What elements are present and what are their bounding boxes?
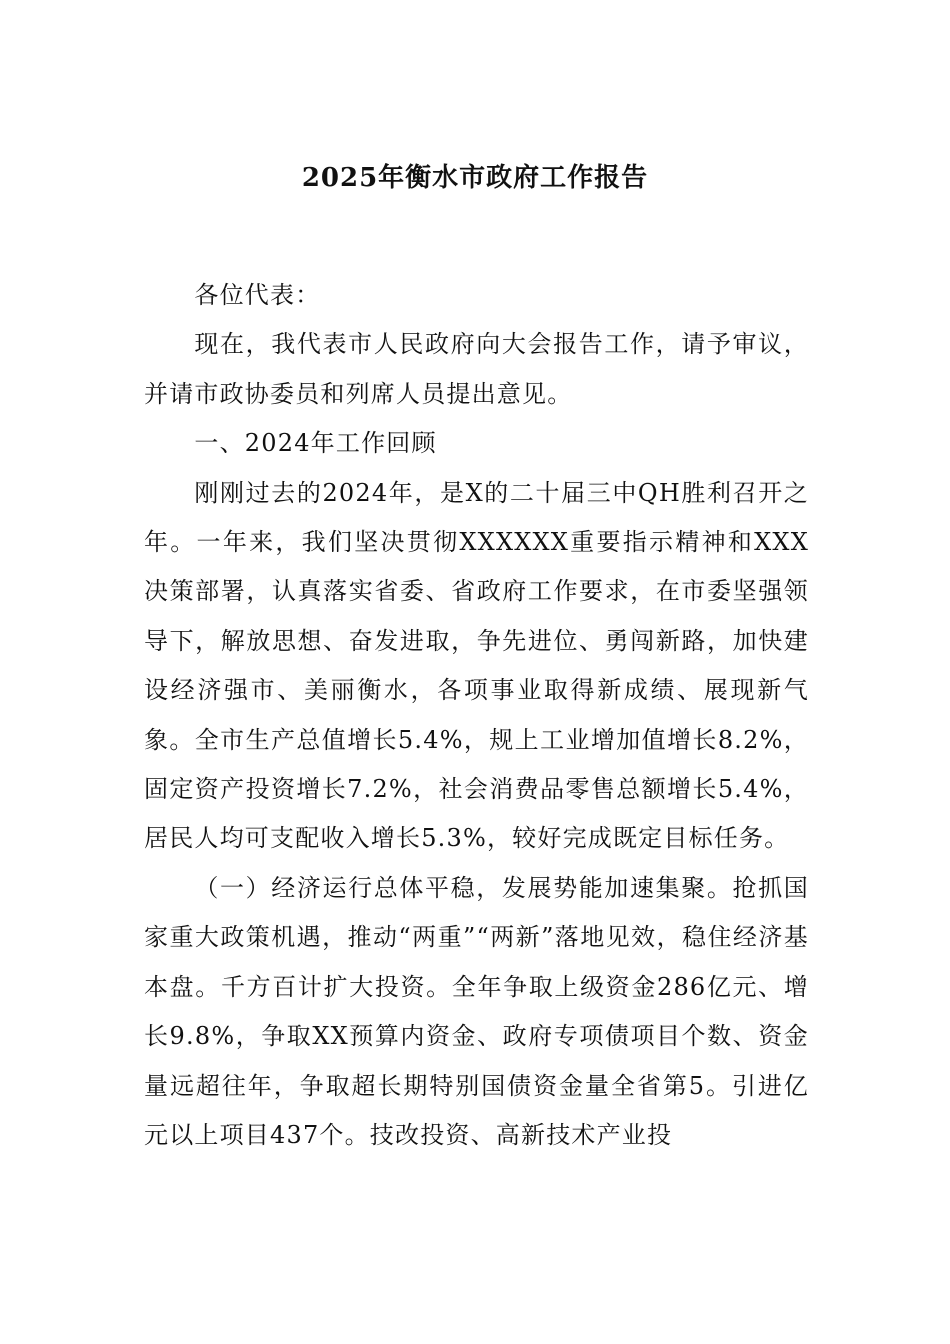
salutation: 各位代表： — [194, 281, 321, 309]
section-heading: 一、2024年工作回顾 — [194, 429, 437, 458]
document-body — [144, 271, 809, 1160]
paragraph-review: 刚刚过去的2024年，是X的二十届三中QH胜利召开之年。一年来，我们坚决贯彻XXXXXX重要指示精神和XXX决策部署，认真落实省委、省政府工作要求，在市委坚强领导下，解放思想、奋发进取，争先进位、勇闯新路，加快建设经济强市、美丽衡水，各项事业取得新成绩、展现新气象。全市生产总值增长5.4%，规上工业增加值增长8.2%，固定资产投资增长7.2%，社会消费品零售总额增长5.4%，居民人均可支配收入增长5.3%，较好完成既定目标任务。 — [144, 478, 809, 853]
document-title: 2025年衡水市政府工作报告 — [301, 163, 649, 193]
paragraph-intro: 现在，我代表市人民政府向大会报告工作，请予审议，并请市政协委员和列席人员提出意见。 — [144, 330, 809, 408]
paragraph-economy: （一）经济运行总体平稳，发展势能加速集聚。抢抓国家重大政策机遇，推动“两重”“两新”落地见效，稳住经济基本盘。千方百计扩大投资。全年争取上级资金286亿元、增长9.8%，争取XX预算内资金、政府专项债项目个数、资金量远超往年，争取超长期特别国债资金量全省第5。引进亿元以上项目437个。技改投资、高新技术产业投 — [144, 873, 809, 1149]
